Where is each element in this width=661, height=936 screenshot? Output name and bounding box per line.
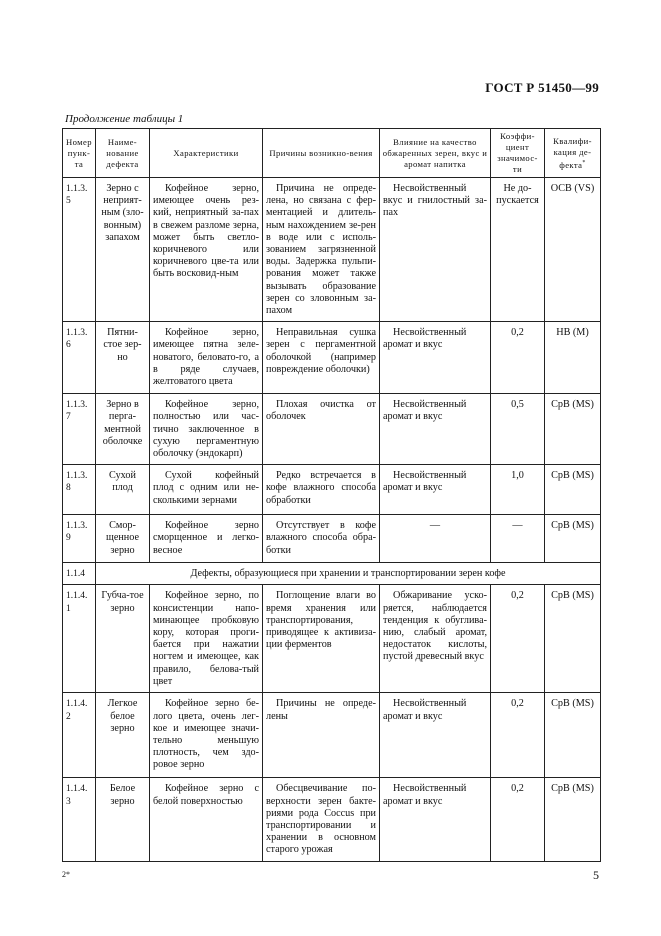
table-row [63,778,601,861]
table-row [63,585,601,693]
section-title: Дефекты, образующиеся при хранении и транспортировании зерен кофе [96,563,601,585]
table-row [63,693,601,778]
row-characteristics: Кофейное зерно, имеющее очень рез-кий, неприятный за-пах в свежем разломе зерна, может быть светло-коричневого или коричневого цве-та или быть восковид-ным [150,178,263,322]
footer-signature-mark: 2* [62,870,70,879]
row-qualification: СрВ (MS) [545,693,601,778]
row-characteristics: Кофейное зерно с белой поверхностью [150,778,263,861]
row-characteristics: Кофейное зерно, имеющее пятна зеле-новатого, беловато-го, а в ряде случаев, желтоватого цвета [150,322,263,394]
row-influence: Несвойственный аромат и вкус [380,693,491,778]
col-header-name: Наиме-нование дефекта [96,129,150,178]
row-characteristics: Кофейное зерно сморщенное и легко-весное [150,515,263,563]
row-number: 1.1.4.2 [63,693,96,778]
row-causes: Редко встречается в кофе влажного способа обработки [263,465,380,515]
row-influence: — [380,515,491,563]
col-header-number: Номер пунк-та [63,129,96,178]
row-number: 1.1.3.9 [63,515,96,563]
col-header-influence: Влияние на качество обжаренных зерен, вкус и аромат напитка [380,129,491,178]
row-causes: Неправильная сушка зерен с пергаментной оболочкой (например повреждение оболочки) [263,322,380,394]
row-influence: Несвойственный аромат и вкус [380,322,491,394]
row-number: 1.1.3.7 [63,394,96,465]
col-header-characteristics: Характеристики [150,129,263,178]
col-header-coefficient: Коэффи-циент значимос-ти [491,129,545,178]
row-causes: Поглощение влаги во время хранения или транспортирования, приводящее к активиза-ции ферментов [263,585,380,693]
table-row [63,465,601,515]
table-row [63,322,601,394]
row-defect-name: Губча-тое зерно [96,585,150,693]
row-coefficient: 0,2 [491,693,545,778]
row-qualification: СрВ (MS) [545,585,601,693]
row-characteristics: Кофейное зерно, полностью или час-тично заключенное в сухую пергаментную оболочку (эндокарп) [150,394,263,465]
row-coefficient: 0,5 [491,394,545,465]
row-causes: Отсутствует в кофе влажного способа обра-ботки [263,515,380,563]
row-defect-name: Белое зерно [96,778,150,861]
row-defect-name: Зерно с неприят-ным (зло-вонным) запахом [96,178,150,322]
row-number: 1.1.3.6 [63,322,96,394]
row-characteristics: Кофейное зерно бе-лого цвета, очень лег-кое и имеющее значи-тельно меньшую плотность, чем здо-ровое зерно [150,693,263,778]
row-qualification: СрВ (MS) [545,778,601,861]
row-coefficient: Не до-пускается [491,178,545,322]
table-header-row [63,129,601,178]
section-number: 1.1.4 [63,563,96,585]
row-coefficient: — [491,515,545,563]
row-characteristics: Кофейное зерно, по консистенции напо-минающее пробковую кору, которая проги-бается при нажатии ногтем и имеющее, как правило, белова-тый цвет [150,585,263,693]
row-qualification: НВ (М) [545,322,601,394]
table-row [63,394,601,465]
section-row [63,563,601,585]
row-coefficient: 0,2 [491,322,545,394]
row-characteristics: Сухой кофейный плод с одним или не-сколькими зернами [150,465,263,515]
row-coefficient: 0,2 [491,778,545,861]
row-qualification: СрВ (MS) [545,515,601,563]
row-influence: Несвойственный аромат и вкус [380,394,491,465]
row-qualification: СрВ (MS) [545,394,601,465]
row-coefficient: 0,2 [491,585,545,693]
col-header-causes: Причины возникно-вения [263,129,380,178]
row-number: 1.1.3.8 [63,465,96,515]
col-header-qualification: Квалифи-кация де-фекта* [545,129,601,178]
row-influence: Несвойственный вкус и гнилостный за-пах [380,178,491,322]
row-defect-name: Сухой плод [96,465,150,515]
row-influence: Обжаривание уско-ряется, наблюдается тенденция к обуглива-нию, слабый аромат, недостаток кислоты, пустой древесный вкус [380,585,491,693]
row-causes: Плохая очистка от оболочек [263,394,380,465]
row-defect-name: Зерно в перга-ментной оболочке [96,394,150,465]
row-influence: Несвойственный аромат и вкус [380,778,491,861]
row-causes: Причины не опреде-лены [263,693,380,778]
row-influence: Несвойственный аромат и вкус [380,465,491,515]
table-row [63,178,601,322]
row-qualification: ОСВ (VS) [545,178,601,322]
row-coefficient: 1,0 [491,465,545,515]
row-defect-name: Пятни-стое зер-но [96,322,150,394]
row-qualification: СрВ (MS) [545,465,601,515]
document-code: ГОСТ Р 51450—99 [485,80,599,95]
defects-table [62,128,601,862]
row-causes: Причина не опреде-лена, но связана с фер-ментацией и длитель-ным нахождением зе-рен в воде или с исполь-зованием загрязненной воды. Задержка пульпи-рования может также вызывать образование зерен со зловонным за-пахом [263,178,380,322]
table-continuation-label: Продолжение таблицы 1 [65,113,184,125]
row-causes: Обесцвечивание по-верхности зерен бакте-риями рода Coccus при транспортировании и хранении в основном старого урожая [263,778,380,861]
row-number: 1.1.4.3 [63,778,96,861]
page-number: 5 [593,868,599,882]
table-row [63,515,601,563]
row-defect-name: Смор-щенное зерно [96,515,150,563]
row-number: 1.1.4.1 [63,585,96,693]
row-number: 1.1.3.5 [63,178,96,322]
row-defect-name: Легкое белое зерно [96,693,150,778]
